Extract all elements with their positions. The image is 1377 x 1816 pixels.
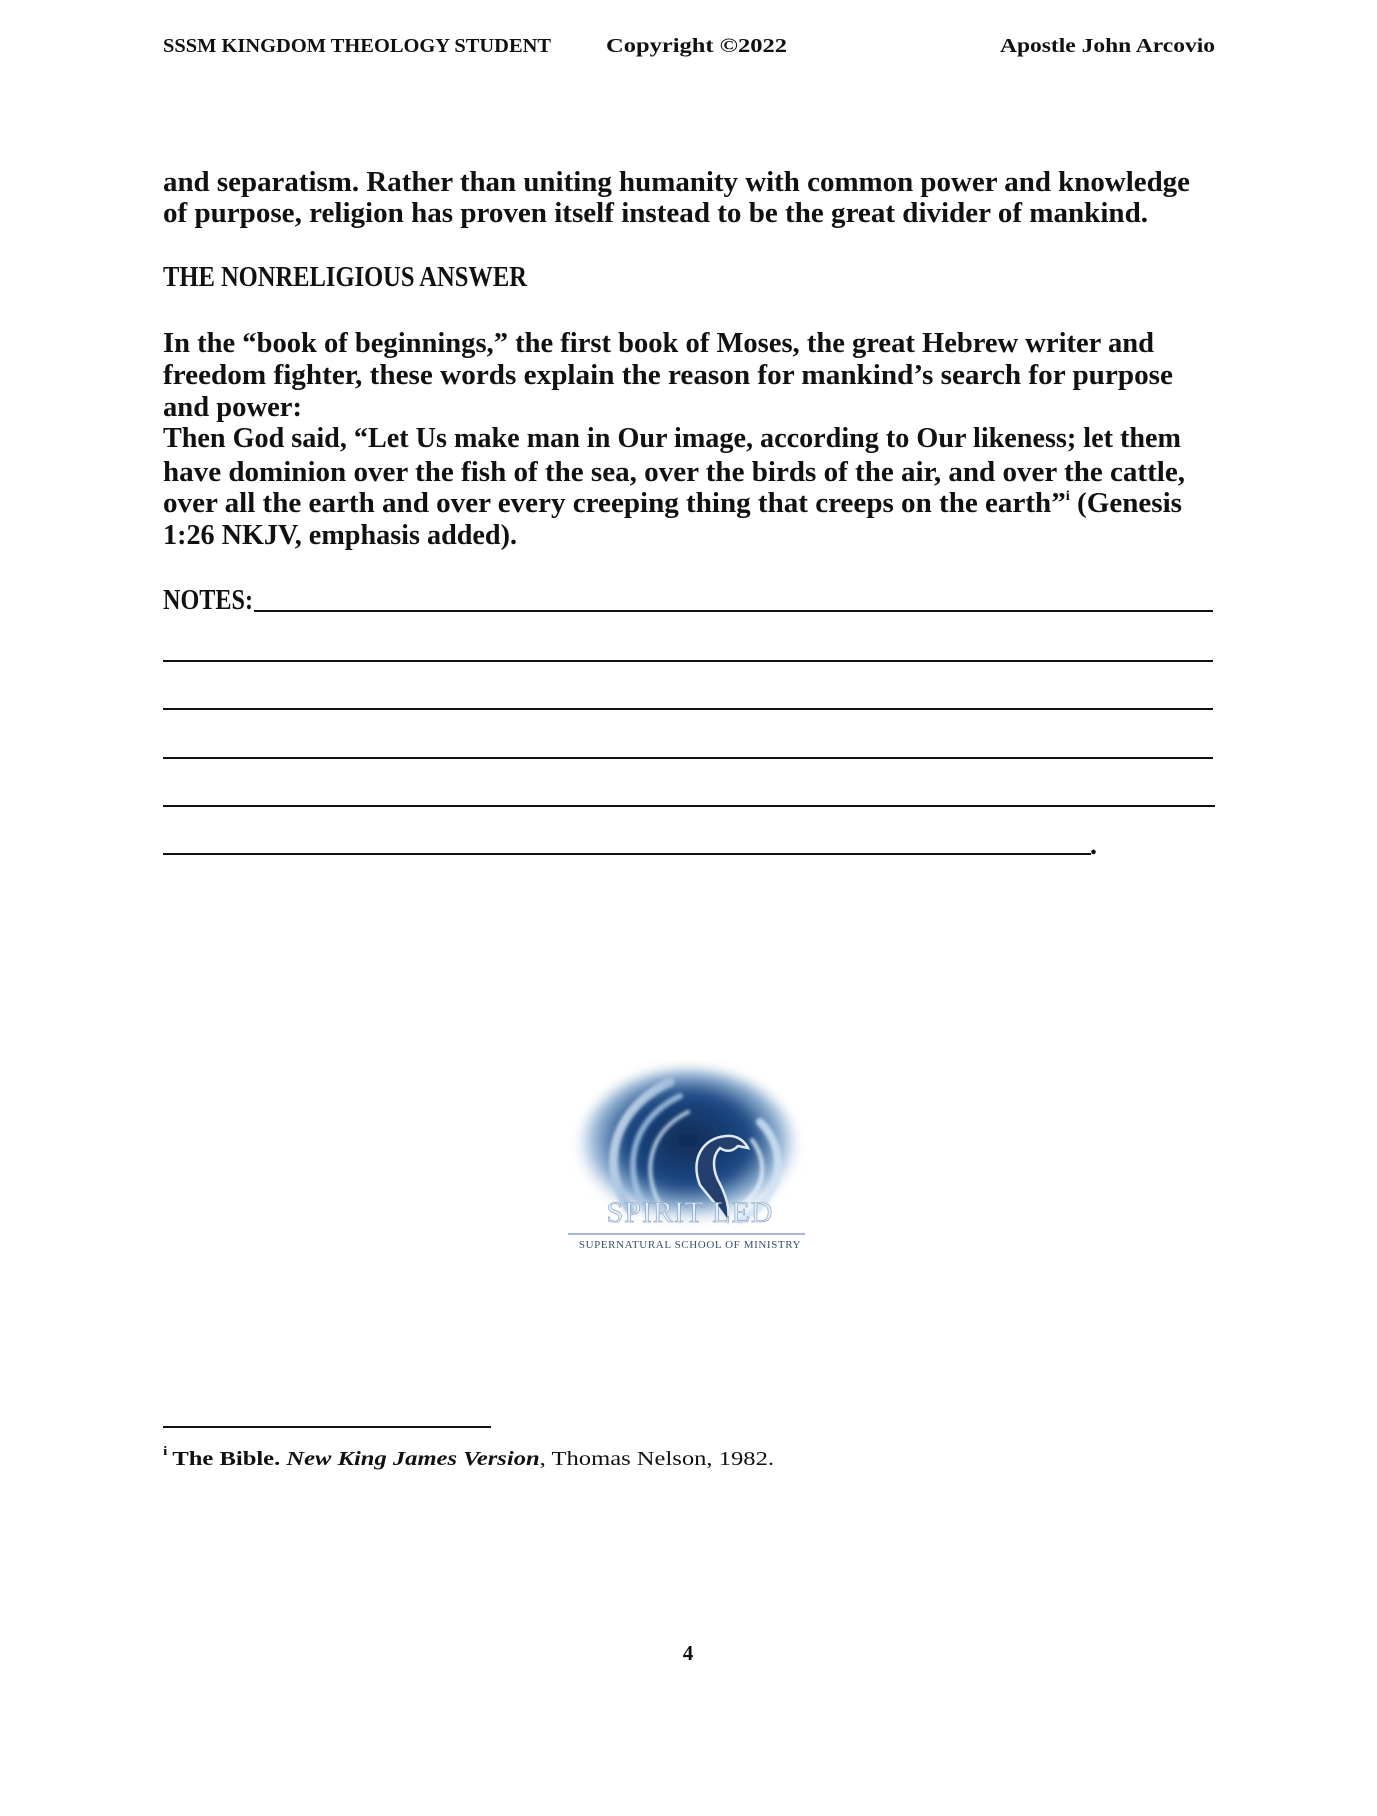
footnote-suffix: , Thomas Nelson, 1982.: [539, 1448, 774, 1470]
footnote-separator: [163, 1426, 491, 1428]
notes-end-mark: .: [1090, 830, 1097, 861]
notes-label: NOTES:: [163, 585, 253, 616]
notes-line: [163, 853, 1091, 855]
scripture-line: Then God said, “Let Us make man in Our image, according to Our likeness; let them: [163, 423, 1181, 454]
body-line: and power:: [163, 392, 302, 423]
page-number: 4: [682, 1641, 694, 1665]
school-logo: [560, 1060, 820, 1260]
section-heading: THE NONRELIGIOUS ANSWER: [163, 262, 527, 293]
body-line: and separatism. Rather than uniting humanity with common power and knowledge: [163, 167, 1190, 198]
header-copyright: Copyright ©2022: [606, 35, 787, 57]
notes-line: [163, 708, 1213, 710]
body-line: In the “book of beginnings,” the first book of Moses, the great Hebrew writer and: [163, 328, 1154, 359]
body-line: of purpose, religion has proven itself instead to be the great divider of mankind.: [163, 198, 1148, 229]
scripture-line: have dominion over the fish of the sea, over the birds of the air, and over the cattle,: [163, 457, 1185, 488]
citation-text: (Genesis: [1069, 488, 1182, 519]
logo-subtitle: SUPERNATURAL SCHOOL OF MINISTRY: [578, 1239, 802, 1251]
body-line: freedom fighter, these words explain the reason for mankind’s search for purpose: [163, 360, 1173, 391]
citation-line: 1:26 NKJV, emphasis added).: [163, 520, 517, 551]
footnote-prefix: The Bible.: [172, 1448, 287, 1470]
scripture-text: over all the earth and over every creeping thing that creeps on the earth”: [163, 488, 1066, 519]
footnote-title: New King James Version: [286, 1448, 540, 1470]
footnote-reference[interactable]: i: [1065, 489, 1070, 504]
footnote: [163, 1443, 774, 1473]
logo-title: SPIRIT LED: [606, 1196, 774, 1229]
notes-line: [163, 660, 1213, 662]
spirit-led-eagle-logo: [560, 1060, 820, 1260]
notes-line: [254, 610, 1213, 612]
header-author: Apostle John Arcovio: [1000, 35, 1215, 57]
notes-line: [163, 757, 1213, 759]
notes-line: [163, 805, 1215, 807]
footnote-marker: i: [163, 1443, 168, 1458]
header-course: SSSM KINGDOM THEOLOGY STUDENT: [163, 35, 551, 57]
